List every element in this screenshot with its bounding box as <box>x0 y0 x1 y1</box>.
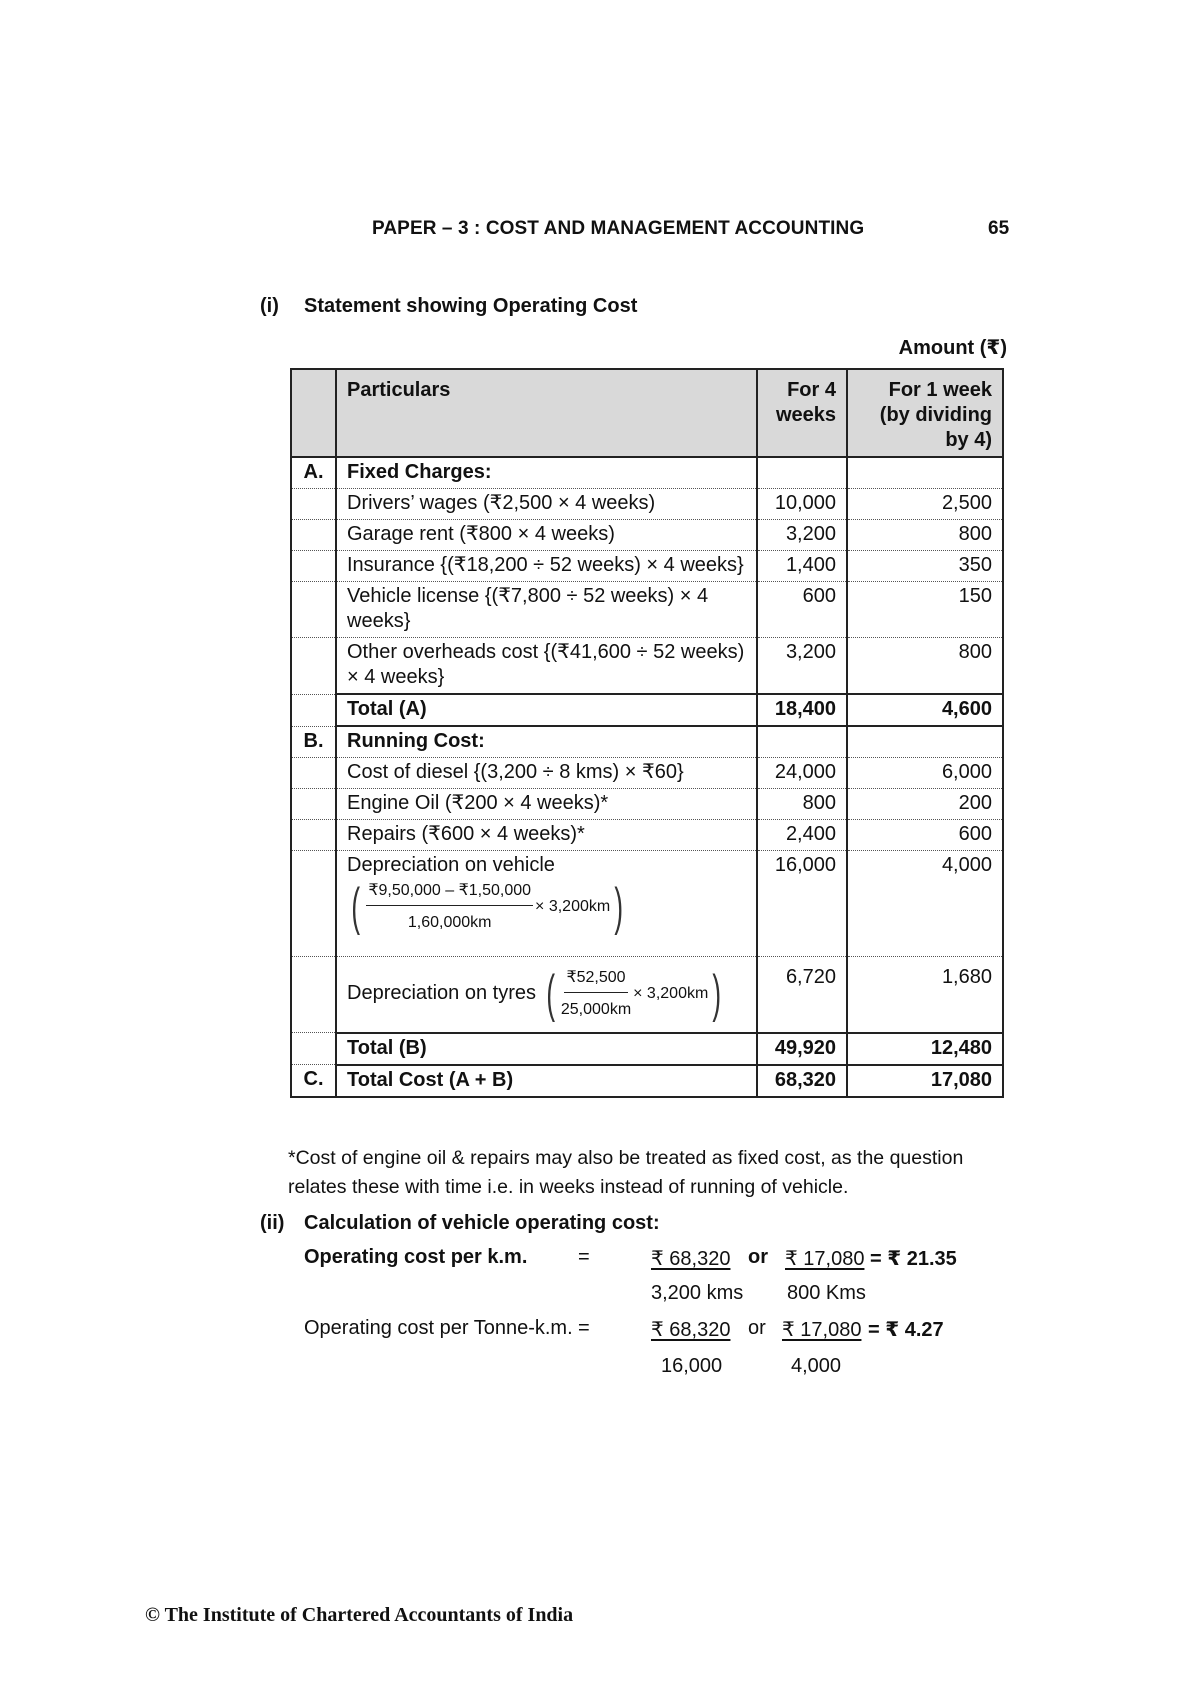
row-1w: 4,000 <box>847 851 1003 957</box>
row-4w: 3,200 <box>757 520 847 551</box>
section-c-label: C. <box>291 1065 336 1097</box>
total-b-label: Total (B) <box>336 1033 757 1065</box>
left-paren-icon: ( <box>545 964 555 1023</box>
total-b-row <box>291 1033 1003 1065</box>
row-4w: 3,200 <box>757 638 847 695</box>
right-paren-icon: ) <box>614 877 624 936</box>
section-number: (ii) <box>260 1212 285 1234</box>
col-header-4-weeks: For 4 weeks <box>757 369 847 457</box>
formula-multiplier: × 3,200km <box>633 985 709 1002</box>
table-header-row <box>291 369 1003 457</box>
total-cost-1w: 17,080 <box>847 1065 1003 1097</box>
section-a-row <box>291 457 1003 489</box>
depreciation-vehicle-row <box>291 851 1003 957</box>
row-text: Drivers’ wages (₹2,500 × 4 weeks) <box>336 489 757 520</box>
row-1w: 6,000 <box>847 758 1003 789</box>
row-1w: 600 <box>847 820 1003 851</box>
row-1w: 800 <box>847 520 1003 551</box>
denominator-4w: 16,000 <box>661 1355 723 1377</box>
result-per-km: = ₹ 21.35 <box>870 1248 957 1270</box>
left-paren-icon: ( <box>351 877 360 936</box>
or-text: or <box>748 1317 766 1339</box>
result-per-tonne-km: = ₹ 4.27 <box>868 1319 944 1341</box>
row-text: Other overheads cost {(₹41,600 ÷ 52 weeks) × 4 weeks} <box>336 638 757 695</box>
row-1w: 800 <box>847 638 1003 695</box>
footnote: *Cost of engine oil & repairs may also be treated as fixed cost, as the question relates these with time i.e. in weeks instead of running of vehicle. <box>288 1147 964 1198</box>
total-cost-4w: 68,320 <box>757 1065 847 1097</box>
formula-multiplier: × 3,200km <box>535 898 611 915</box>
total-cost-label: Total Cost (A + B) <box>336 1065 757 1097</box>
numerator-1w: ₹ 17,080 <box>785 1248 865 1270</box>
row-4w: 800 <box>757 789 847 820</box>
table-row <box>291 520 1003 551</box>
table-row <box>291 551 1003 582</box>
row-4w: 10,000 <box>757 489 847 520</box>
equals-sign: = <box>578 1246 590 1268</box>
table-row <box>291 789 1003 820</box>
formula-numerator: ₹9,50,000 – ₹1,50,000 <box>366 878 533 906</box>
numerator-4w: ₹ 68,320 <box>651 1319 731 1341</box>
or-text: or <box>748 1246 768 1268</box>
total-a-label: Total (A) <box>336 694 757 726</box>
formula-numerator: ₹52,500 <box>564 965 627 993</box>
denominator-4w: 3,200 kms <box>651 1282 744 1304</box>
table-row <box>291 489 1003 520</box>
row-text: Engine Oil (₹200 × 4 weeks)* <box>336 789 757 820</box>
row-4w: 6,720 <box>757 957 847 1033</box>
section-b-row <box>291 726 1003 758</box>
numerator-1w: ₹ 17,080 <box>782 1319 862 1341</box>
row-1w: 350 <box>847 551 1003 582</box>
row-4w: 2,400 <box>757 820 847 851</box>
dep-tyres-formula <box>542 965 726 1022</box>
depreciation-tyres-row <box>291 957 1003 1033</box>
total-a-row <box>291 694 1003 726</box>
equals-sign: = <box>578 1317 590 1339</box>
dep-vehicle-label: Depreciation on vehicle <box>347 854 555 876</box>
section-a-label: A. <box>291 457 336 489</box>
total-b-1w: 12,480 <box>847 1033 1003 1065</box>
row-4w: 24,000 <box>757 758 847 789</box>
row-1w: 1,680 <box>847 957 1003 1033</box>
section-number: (i) <box>260 295 279 317</box>
formula-denominator: 25,000km <box>560 1001 632 1018</box>
row-text: Insurance {(₹18,200 ÷ 52 weeks) × 4 weeks} <box>336 551 757 582</box>
cost-per-tonne-km-label: Operating cost per Tonne-k.m. <box>304 1317 573 1339</box>
total-a-1w: 4,600 <box>847 694 1003 726</box>
table-row <box>291 638 1003 695</box>
row-1w: 150 <box>847 582 1003 638</box>
table-row <box>291 582 1003 638</box>
denominator-1w: 4,000 <box>791 1355 842 1377</box>
right-paren-icon: ) <box>712 964 722 1023</box>
copyright-footer: © The Institute of Chartered Accountants of India <box>145 1604 574 1626</box>
section-b-heading: Running Cost: <box>336 726 757 758</box>
row-text: Cost of diesel {(3,200 ÷ 8 kms) × ₹60} <box>336 758 757 789</box>
table-row <box>291 820 1003 851</box>
row-1w: 200 <box>847 789 1003 820</box>
row-4w: 1,400 <box>757 551 847 582</box>
col-header-particulars: Particulars <box>336 369 757 457</box>
row-text: Repairs (₹600 × 4 weeks)* <box>336 820 757 851</box>
dep-tyres-label: Depreciation on tyres <box>347 982 536 1004</box>
total-b-4w: 49,920 <box>757 1033 847 1065</box>
row-1w: 2,500 <box>847 489 1003 520</box>
dep-vehicle-formula <box>347 878 628 935</box>
total-cost-row <box>291 1065 1003 1097</box>
numerator-4w: ₹ 68,320 <box>651 1248 731 1270</box>
section-title: Statement showing Operating Cost <box>304 295 638 317</box>
row-4w: 16,000 <box>757 851 847 957</box>
denominator-1w: 800 Kms <box>787 1282 866 1304</box>
operating-cost-table <box>290 368 1004 1098</box>
table-row <box>291 758 1003 789</box>
running-header-title: PAPER – 3 : COST AND MANAGEMENT ACCOUNTING <box>372 218 865 239</box>
section-b-label: B. <box>291 726 336 758</box>
section-a-heading: Fixed Charges: <box>336 457 757 489</box>
row-text: Vehicle license {(₹7,800 ÷ 52 weeks) × 4 weeks} <box>336 582 757 638</box>
formula-denominator: 1,60,000km <box>407 914 492 931</box>
row-4w: 600 <box>757 582 847 638</box>
cost-per-km-label: Operating cost per k.m. <box>304 1246 528 1268</box>
amount-label: Amount (₹) <box>898 337 1007 359</box>
section-title: Calculation of vehicle operating cost: <box>304 1212 660 1234</box>
total-a-4w: 18,400 <box>757 694 847 726</box>
page-number: 65 <box>988 218 1010 239</box>
row-text: Garage rent (₹800 × 4 weeks) <box>336 520 757 551</box>
col-header-1-week: For 1 week (by dividing by 4) <box>847 369 1003 457</box>
